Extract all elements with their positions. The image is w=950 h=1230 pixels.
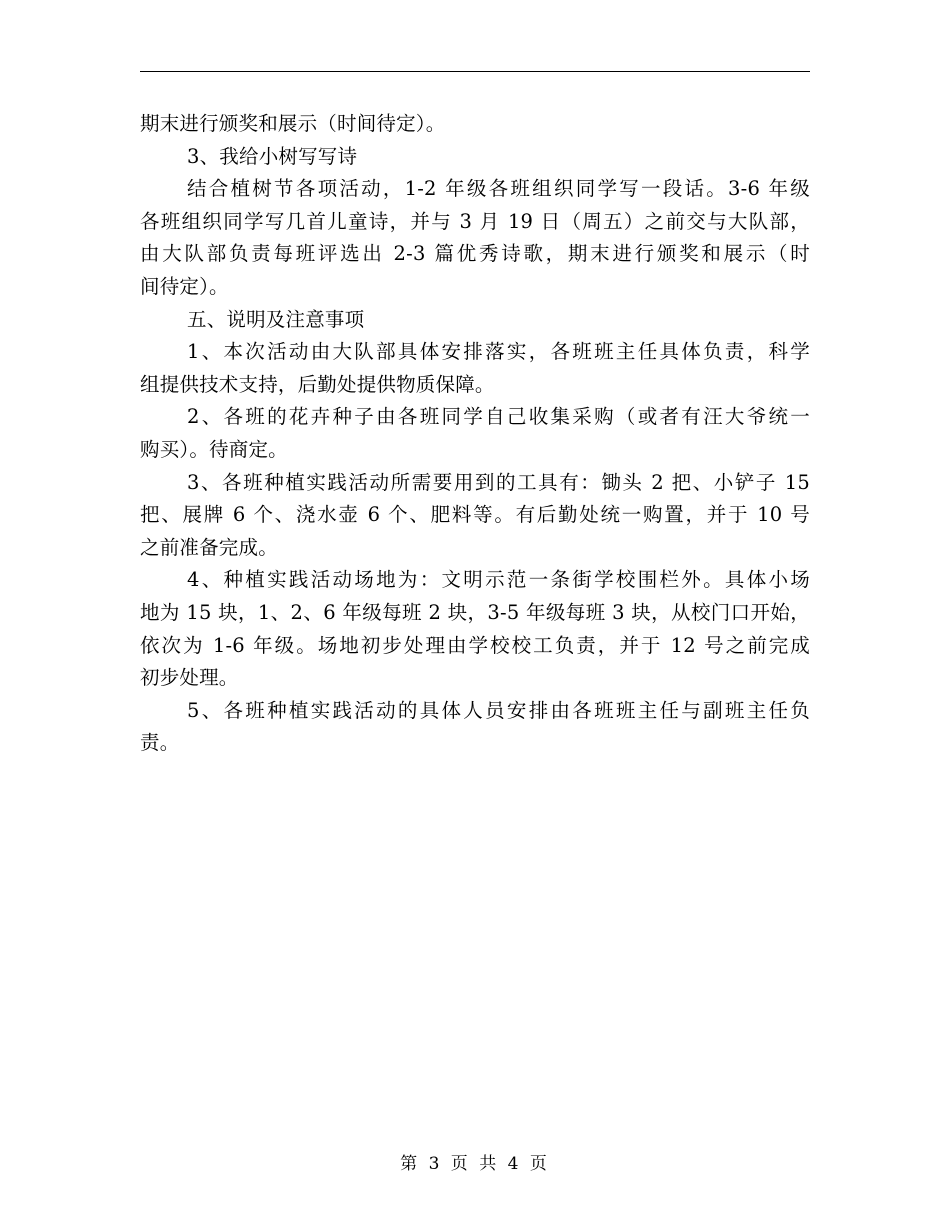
text-line: 1、本次活动由大队部具体安排落实，各班班主任具体负责，科学 (187, 340, 810, 364)
text-line: 2、各班的花卉种子由各班同学自己收集采购（或者有汪大爷统一 (187, 405, 810, 429)
text-line: 地为 15 块，1、2、6 年级每班 2 块，3-5 年级每班 3 块，从校门口开始， (140, 600, 810, 624)
text-line: 3、我给小树写写诗 (187, 144, 358, 168)
text-line: 责。 (140, 731, 180, 755)
text-line: 期末进行颁奖和展示（时间待定）。 (140, 112, 446, 135)
text-line: 组提供技术支持，后勤处提供物质保障。 (140, 372, 495, 396)
text-line: 把、展牌 6 个、浇水壶 6 个、肥料等。有后勤处统一购置，并于 10 号 (140, 503, 810, 527)
text-line: 初步处理。 (140, 666, 239, 690)
text-line: 由大队部负责每班评选出 2-3 篇优秀诗歌，期末进行颁奖和展示（时 (140, 242, 810, 266)
text-line: 3、各班种植实践活动所需要用到的工具有：锄头 2 把、小铲子 15 (187, 470, 810, 494)
text-line: 依次为 1-6 年级。场地初步处理由学校校工负责，并于 12 号之前完成 (140, 633, 810, 657)
text-line: 五、说明及注意事项 (187, 307, 365, 331)
text-line: 间待定）。 (140, 274, 229, 298)
document-body (140, 108, 810, 760)
text-line: 购买）。待商定。 (140, 437, 288, 461)
page-number: 第 3 页 共 4 页 (400, 1154, 550, 1174)
text-line: 4、种植实践活动场地为：文明示范一条街学校围栏外。具体小场 (187, 568, 810, 592)
header-rule (140, 71, 810, 72)
text-line: 结合植树节各项活动，1-2 年级各班组织同学写一段话。3-6 年级 (187, 177, 810, 201)
text-line: 各班组织同学写几首儿童诗，并与 3 月 19 日（周五）之前交与大队部， (140, 209, 810, 233)
text-line: 之前准备完成。 (140, 535, 278, 559)
text-line: 5、各班种植实践活动的具体人员安排由各班班主任与副班主任负 (187, 698, 810, 722)
